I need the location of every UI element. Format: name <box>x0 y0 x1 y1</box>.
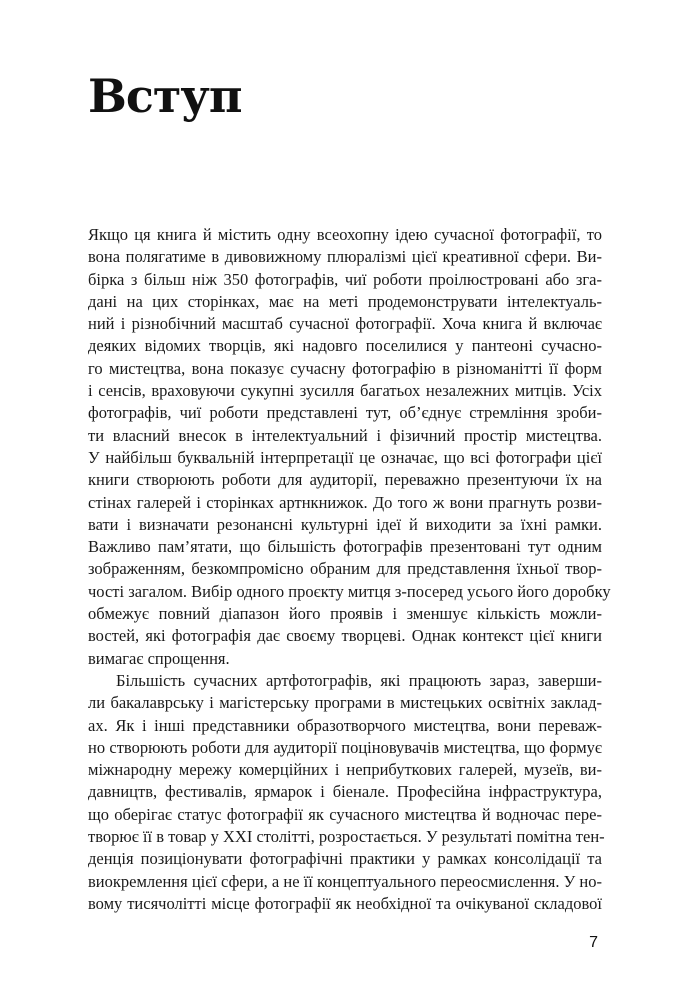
text-line: обмежує повний діапазон його проявів і зменшує кількість можли- <box>88 604 602 624</box>
text-line: Якщо ця книга й містить одну всеохопну ідею сучасної фотографії, то <box>88 225 602 244</box>
text-line: У найбільш буквальній інтерпретації це означає, що всі фотографи цієї <box>88 447 602 467</box>
text-line: вона полягатиме в дивовижному плюралізмі цієї креативної сфери. Ви- <box>88 247 602 267</box>
chapter-title: Вступ <box>88 69 242 123</box>
text-line: бірка з більш ніж 350 фотографів, чиї роботи проілюстровані або зга- <box>88 269 602 289</box>
text-line: ли бакалаврську і магістерську програми в мистецьких освітніх заклад- <box>88 693 602 713</box>
text-line: фотографів, чиї роботи представлені тут, об’єднує стремління зроби- <box>88 403 602 423</box>
text-line: денція позиціонувати фотографічні практики у рамках консолідації та <box>88 849 602 869</box>
text-line: творює її в товар у XXI столітті, розростається. У результаті помітна тен- <box>88 827 605 847</box>
paragraph-1 <box>88 224 611 670</box>
text-line: но створюють роботи для аудиторії поціновувачів мистецтва, що формує <box>88 737 602 757</box>
text-line: вимагає спрощення. <box>88 648 230 668</box>
text-line: ах. Як і інші представники образотворчого мистецтва, вони переваж- <box>88 715 602 735</box>
text-line: і сенсів, враховуючи сукупні зусилля багатьох незалежних митців. Усіх <box>88 381 602 401</box>
text-line: виокремлення цієї сфери, а не її концептуального переосмислення. У но- <box>88 871 602 891</box>
text-line: зображенням, безкомпромісно обраним для представлення їхньої твор- <box>88 559 602 579</box>
text-line: стінах галерей і сторінках артнкнижок. До того ж вони прагнуть розви- <box>88 492 602 512</box>
text-line: дані на цих сторінках, має на меті продемонструвати інтелектуаль- <box>88 291 602 311</box>
text-line: деяких відомих творців, які надовго поселилися у пантеоні сучасно- <box>88 336 602 356</box>
paragraph-2 <box>88 670 605 915</box>
page-number: 7 <box>589 934 598 951</box>
text-line: давництв, фестивалів, ярмарок і біенале. Професійна інфраструктура, <box>88 782 602 802</box>
text-line: ний і різнобічний масштаб сучасної фотографії. Хоча книга й включає <box>88 314 602 334</box>
text-line: чості загалом. Вибір одного проєкту митця з-посеред усього його доробку <box>88 581 611 601</box>
text-line: го мистецтва, вона показує сучасну фотографію в різноманітті її форм <box>88 358 602 378</box>
text-line: вому тисячолітті місце фотографії як необхідної та очікуваної складової <box>88 893 602 913</box>
text-line: востей, які фотографія дає своєму творцеві. Однак контекст цієї книги <box>88 626 602 646</box>
text-line: що оберігає статус фотографії як сучасного мистецтва й водночас пере- <box>88 804 602 824</box>
text-line: міжнародну мережу комерційних і неприбуткових галерей, музеїв, ви- <box>88 760 602 780</box>
body-text <box>88 224 611 915</box>
text-line: ти власний внесок в інтелектуальний і фізичний простір мистецтва. <box>88 425 602 445</box>
text-line: вати і визначати резонансні культурні ідеї й виходити за їхні рамки. <box>88 514 602 534</box>
text-line: книги створюють роботи для аудиторії, переважно презентуючи їх на <box>88 470 602 490</box>
text-line: Важливо пам’ятати, що більшість фотографів презентовані тут одним <box>88 537 602 557</box>
text-line: Більшість сучасних артфотографів, які працюють зараз, заверши- <box>116 670 602 690</box>
